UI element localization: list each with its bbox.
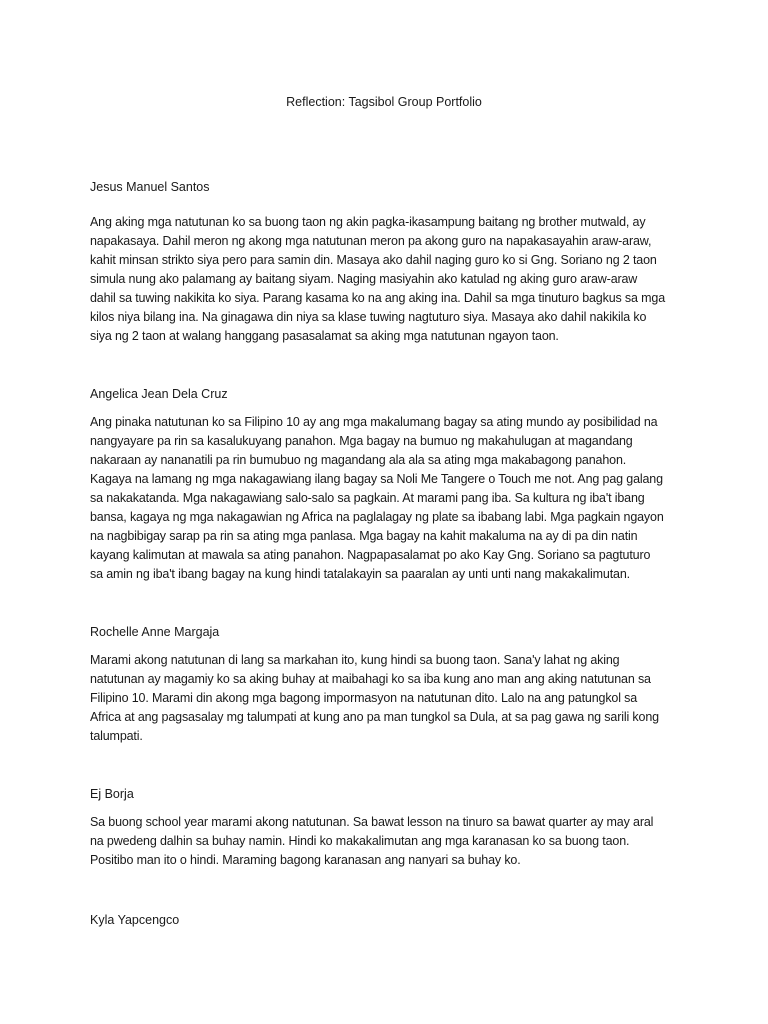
- section-author: Kyla Yapcengco: [90, 913, 180, 927]
- paragraph-line: na pwedeng dalhin sa buhay namin. Hindi ko makakalimutan ang mga karanasan ko sa buong taon.: [90, 834, 630, 848]
- section-paragraph: [90, 413, 680, 584]
- section-paragraph: [90, 813, 680, 870]
- paragraph-line: natutunan ay magamiy ko sa aking buhay at maibahagi ko sa iba kung ano man ang aking natutunan sa: [90, 672, 651, 686]
- paragraph-line: sa amin ng iba't ibang bagay na kung hindi tatalakayin sa paaralan ay unti unti nang makakalimutan.: [90, 567, 630, 581]
- paragraph-line: Sa buong school year marami akong natutunan. Sa bawat lesson na tinuro sa bawat quarter ay may aral: [90, 815, 654, 829]
- section-author: Angelica Jean Dela Cruz: [90, 387, 228, 401]
- paragraph-line: na nagbibigay sarap pa rin sa ating mga panlasa. Mga bagay na kahit makaluma na ay di pa din natin: [90, 529, 638, 543]
- paragraph-line: kilos niya bilang ina. Na ginagawa din niya sa klase tuwing nagtuturo siya. Masaya ako dahil nakikila ko: [90, 310, 647, 324]
- document-title: Reflection: Tagsibol Group Portfolio: [286, 95, 482, 109]
- paragraph-line: kayang kalimutan at mawala sa ating panahon. Nagpapasalamat po ako Kay Gng. Soriano sa pagtuturo: [90, 548, 651, 562]
- paragraph-line: Africa at ang pagsasalay mg talumpati at kung ano pa man tungkol sa Dula, at sa pag gawa ng sarili kong: [90, 710, 659, 724]
- paragraph-line: dahil sa tuwing nakikita ko siya. Parang kasama ko na ang aking ina. Dahil sa mga tinuturo bagkus sa mga: [90, 291, 666, 305]
- section-paragraph: [90, 213, 680, 346]
- paragraph-line: Ang pinaka natutunan ko sa Filipino 10 ay ang mga makalumang bagay sa ating mundo ay posibilidad na: [90, 415, 658, 429]
- paragraph-line: kahit minsan strikto siya pero para samin din. Masaya ako dahil naging guro ko si Gng. Soriano ng 2 taon: [90, 253, 657, 267]
- paragraph-line: Ang aking mga natutunan ko sa buong taon ng akin pagka-ikasampung baitang ng brother mutwald, ay: [90, 215, 646, 229]
- paragraph-line: Marami akong natutunan di lang sa markahan ito, kung hindi sa buong taon. Sana'y lahat ng aking: [90, 653, 620, 667]
- paragraph-line: Kagaya na lamang ng mga nakagawiang ilang bagay sa Noli Me Tangere o Touch me not. Ang pag galang: [90, 472, 663, 486]
- section-author: Rochelle Anne Margaja: [90, 625, 220, 639]
- paragraph-line: Positibo man ito o hindi. Maraming bagong karanasan ang nanyari sa buhay ko.: [90, 853, 521, 867]
- paragraph-line: Filipino 10. Marami din akong mga bagong impormasyon na natutunan dito. Lalo na ang patungkol sa: [90, 691, 638, 705]
- paragraph-line: siya ng 2 taon at walang hanggang pasasalamat sa aking mga natutunan ngayon taon.: [90, 329, 559, 343]
- paragraph-line: nangyayare pa rin sa kasalukuyang panahon. Mga bagay na bumuo ng makahulugan at magandang: [90, 434, 633, 448]
- paragraph-line: sa nakakatanda. Mga nakagawiang salo-salo sa pagkain. At marami pang iba. Sa kultura ng iba't ibang: [90, 491, 645, 505]
- section-paragraph: [90, 651, 680, 746]
- paragraph-line: talumpati.: [90, 729, 143, 743]
- paragraph-line: napakasaya. Dahil meron ng akong mga natutunan meron pa akong guro na napakasayahin araw-araw,: [90, 234, 652, 248]
- paragraph-line: nakaraan ay nananatili pa rin bumubuo ng magandang ala ala sa ating mga makabagong panahon.: [90, 453, 627, 467]
- section-author: Jesus Manuel Santos: [90, 180, 210, 194]
- paragraph-line: simula nung ako palamang ay baitang siyam. Naging masiyahin ako katulad ng aking guro araw-araw: [90, 272, 638, 286]
- section-author: Ej Borja: [90, 787, 134, 801]
- paragraph-line: bansa, kagaya ng mga nakagawian ng Africa na paglalagay ng plate sa ibabang labi. Mga pagkain ngayon: [90, 510, 664, 524]
